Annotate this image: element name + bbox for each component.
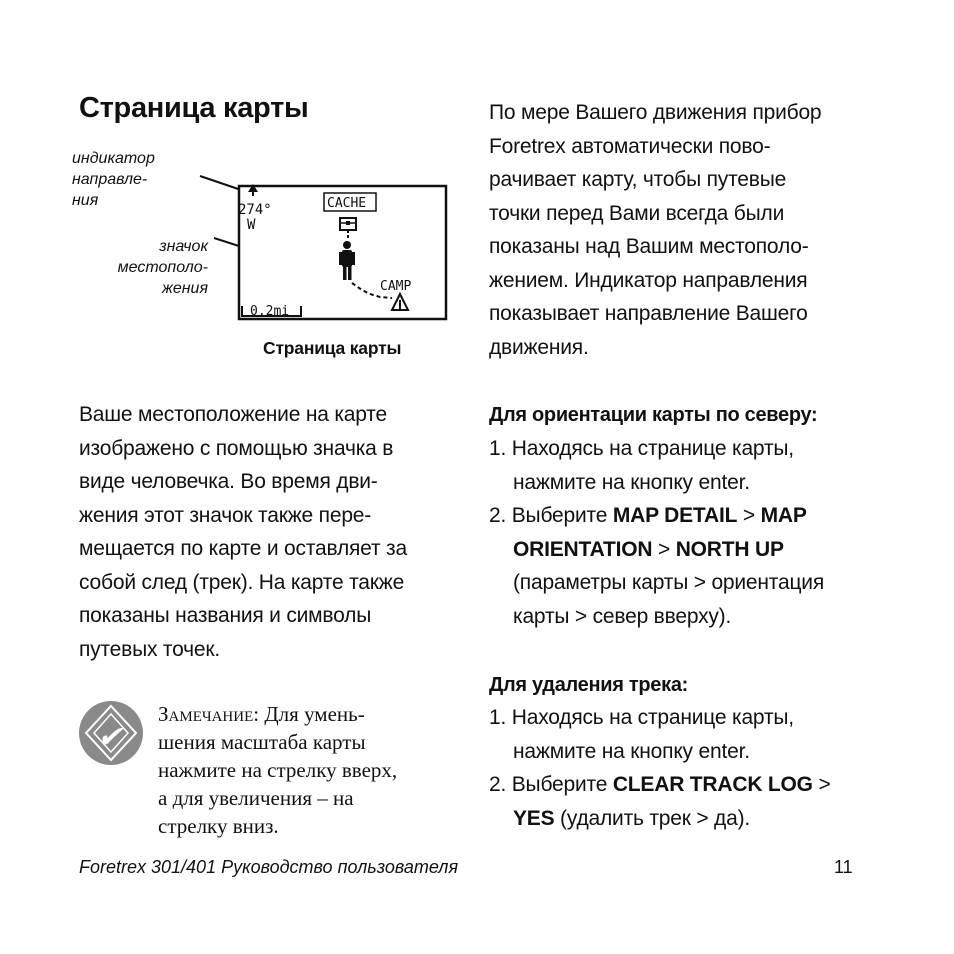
paragraph-line: изображено с помощью значка в	[79, 436, 394, 460]
paragraph-line: рачивает карту, чтобы путевые	[489, 168, 787, 191]
checkmark-note-icon	[78, 700, 144, 766]
callout-line: индикатор	[72, 150, 155, 167]
figure-caption: Страница карты	[263, 338, 402, 358]
menu-path-map-detail: MAP DETAIL	[612, 504, 738, 527]
step-line: 1. Находясь на странице карты,	[489, 437, 794, 460]
note-line: шения масштаба карты	[158, 730, 366, 754]
callout-line: ния	[72, 192, 99, 209]
svg-text:✔: ✔	[97, 720, 123, 755]
right-paragraph	[489, 96, 869, 364]
page-title: Страница карты	[79, 92, 309, 124]
heading-letter: W	[247, 217, 256, 233]
note-block	[158, 700, 458, 840]
step-line: нажмите на кнопку enter.	[513, 470, 750, 494]
paragraph-line: показаны названия и символы	[79, 604, 372, 627]
step-line: ORIENTATION > NORTH UP	[513, 537, 784, 561]
paragraph-line: жения этот значок также пере-	[79, 503, 372, 527]
menu-path-north-up: NORTH UP	[675, 537, 784, 561]
section-heading-north-up: Для ориентации карты по северу:	[489, 404, 818, 426]
note-text: : Для умень-	[253, 702, 365, 726]
paragraph-line: показывает направление Вашего	[489, 302, 808, 325]
scale-label: 0.2mi	[250, 304, 290, 319]
step-line: 1. Находясь на странице карты,	[489, 706, 794, 729]
note-line: стрелку вниз.	[158, 814, 279, 838]
note-label: Замечание	[158, 702, 254, 726]
step-line: нажмите на кнопку enter.	[513, 739, 750, 763]
paragraph-line: По мере Вашего движения прибор	[489, 101, 822, 124]
paragraph-line: Foretrex автоматически пово-	[489, 134, 771, 158]
callout-line: направле-	[72, 171, 148, 188]
camp-label: CAMP	[380, 279, 412, 294]
callout-line: местополо-	[117, 259, 208, 276]
clear-track-steps	[489, 701, 869, 835]
callout-line: жения	[161, 280, 208, 297]
menu-path-yes: YES	[513, 806, 555, 830]
chest-icon	[340, 218, 356, 230]
left-paragraph	[79, 398, 449, 666]
paragraph-line: виде человечка. Во время дви-	[79, 470, 378, 493]
callout-line: значок	[159, 238, 208, 255]
paragraph-line: Ваше местоположение на карте	[79, 403, 387, 426]
step-line: (параметры карты > ориентация	[513, 571, 824, 594]
menu-path-map: MAP	[760, 504, 807, 527]
footer-manual-title: Foretrex 301/401 Руководство пользователя	[79, 857, 459, 877]
step-line: 2. Выберите CLEAR TRACK LOG >	[489, 773, 831, 796]
note-line: нажмите на стрелку вверх,	[158, 758, 398, 782]
page-number: 11	[834, 857, 853, 877]
cache-label: CACHE	[327, 196, 367, 211]
note-line: а для увеличения – на	[158, 786, 354, 810]
paragraph-line: показаны над Вашим местополо-	[489, 235, 809, 258]
paragraph-line: собой след (трек). На карте также	[79, 570, 405, 594]
paragraph-line: точки перед Вами всегда были	[489, 201, 785, 225]
heading-readout: 274°	[238, 202, 272, 218]
step-line: карты > север вверху).	[513, 604, 732, 628]
step-line: YES (удалить трек > да).	[513, 806, 751, 830]
menu-path-clear-track-log: CLEAR TRACK LOG	[612, 773, 813, 796]
section-heading-clear-track: Для удаления трека:	[489, 674, 689, 696]
step-line: 2. Выберите MAP DETAIL > MAP	[489, 504, 807, 527]
map-page-figure	[0, 0, 460, 340]
paragraph-line: движения.	[489, 335, 589, 359]
paragraph-line: жением. Индикатор направления	[489, 268, 808, 292]
paragraph-line: путевых точек.	[79, 637, 220, 661]
north-up-steps	[489, 432, 869, 633]
paragraph-line: мещается по карте и оставляет за	[79, 537, 407, 560]
menu-path-orientation: ORIENTATION	[513, 537, 653, 561]
